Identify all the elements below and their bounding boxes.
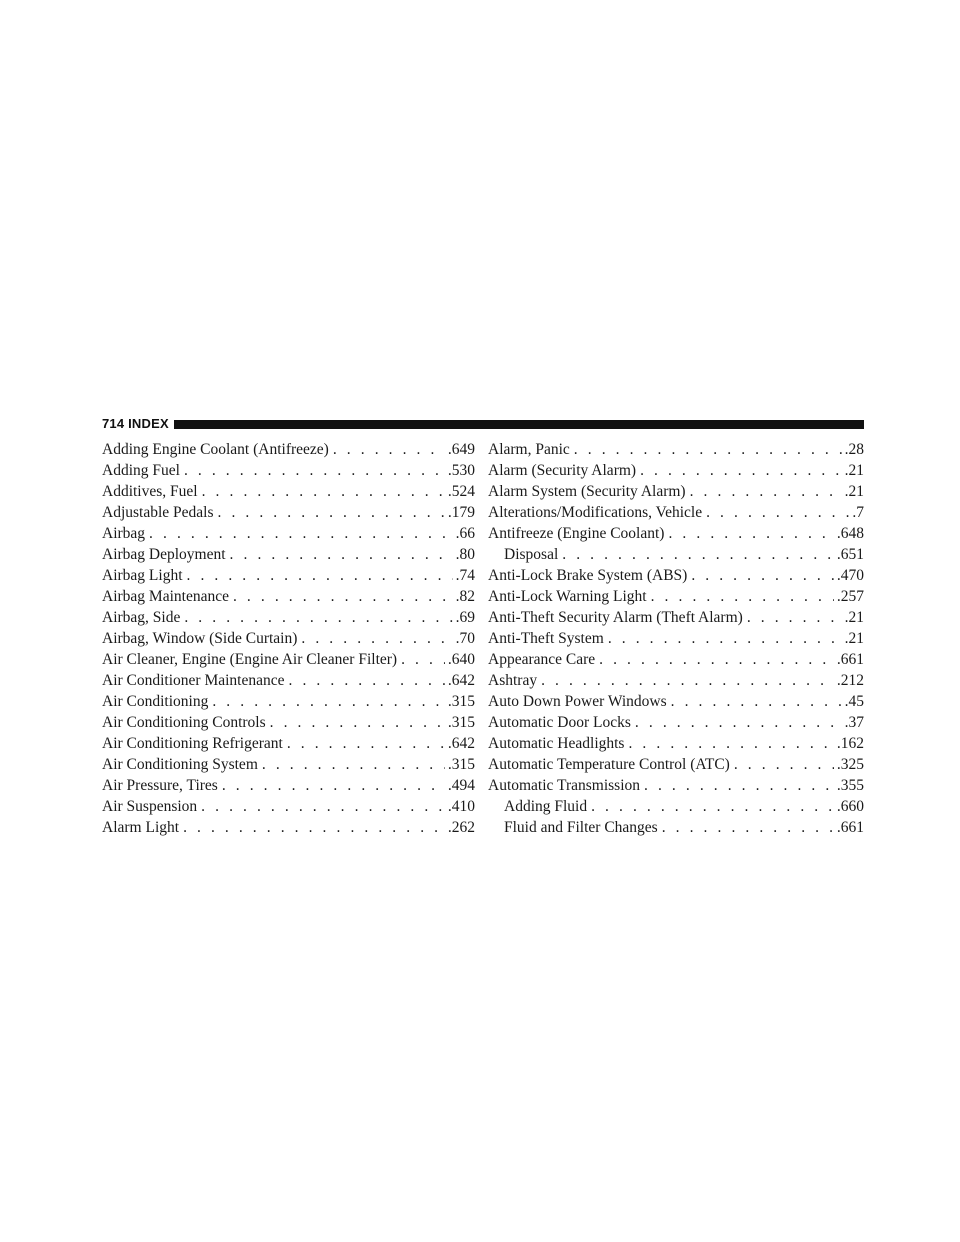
index-term: Airbag: [102, 525, 146, 542]
dot-leader: [668, 523, 833, 544]
index-term: Antifreeze (Engine Coolant): [488, 525, 665, 542]
dot-leader: [222, 775, 445, 796]
page-reference: .21: [844, 630, 864, 647]
page-reference: .21: [844, 483, 864, 500]
page-reference: .661: [836, 819, 864, 836]
dot-leader: [640, 460, 842, 481]
page-reference: .66: [455, 525, 475, 542]
page-reference: .70: [455, 630, 475, 647]
dot-leader: [218, 502, 445, 523]
page-reference: .640: [447, 651, 475, 668]
page-reference: .642: [447, 735, 475, 752]
index-term: Airbag Maintenance: [102, 588, 229, 605]
index-entry: [102, 481, 475, 502]
index-entry: [102, 460, 475, 481]
page-reference: .45: [844, 693, 864, 710]
index-entry: [488, 586, 864, 607]
dot-leader: [747, 607, 842, 628]
page-reference: .315: [447, 714, 475, 731]
index-term: Adjustable Pedals: [102, 504, 214, 521]
page-reference: .179: [447, 504, 475, 521]
index-subentry: [488, 544, 864, 565]
page-reference: .325: [836, 756, 864, 773]
dot-leader: [230, 544, 453, 565]
dot-leader: [706, 502, 849, 523]
dot-leader: [608, 628, 842, 649]
index-entry: [102, 628, 475, 649]
page-reference: .410: [447, 798, 475, 815]
index-entry: [488, 523, 864, 544]
dot-leader: [270, 712, 445, 733]
page-reference: .262: [447, 819, 475, 836]
page-reference: .69: [455, 609, 475, 626]
index-entry: [488, 754, 864, 775]
dot-leader: [651, 586, 834, 607]
index-entry: [488, 691, 864, 712]
index-term: Automatic Headlights: [488, 735, 625, 752]
index-entry: [102, 733, 475, 754]
index-term: Adding Engine Coolant (Antifreeze): [102, 441, 329, 458]
index-term: Alarm Light: [102, 819, 180, 836]
index-term: Airbag, Side: [102, 609, 181, 626]
page-reference: .494: [447, 777, 475, 794]
page-reference: .648: [836, 525, 864, 542]
dot-leader: [149, 523, 453, 544]
index-entry: [488, 460, 864, 481]
dot-leader: [287, 733, 445, 754]
page-reference: .80: [455, 546, 475, 563]
index-entry: [488, 712, 864, 733]
index-entry: [102, 691, 475, 712]
dot-leader: [233, 586, 453, 607]
index-term: Auto Down Power Windows: [488, 693, 667, 710]
index-term: Air Suspension: [102, 798, 198, 815]
dot-leader: [262, 754, 445, 775]
dot-leader: [628, 733, 833, 754]
dot-leader: [662, 817, 834, 838]
dot-leader: [599, 649, 834, 670]
index-entry: [488, 733, 864, 754]
index-term: Automatic Temperature Control (ATC): [488, 756, 730, 773]
index-column-left: [102, 439, 475, 838]
index-term: Appearance Care: [488, 651, 596, 668]
index-entry: [102, 670, 475, 691]
index-entry: [102, 523, 475, 544]
page-reference: .315: [447, 693, 475, 710]
page-reference: .82: [455, 588, 475, 605]
section-title: INDEX: [128, 416, 169, 431]
page-reference: .524: [447, 483, 475, 500]
page-reference: .257: [836, 588, 864, 605]
index-term: Ashtray: [488, 672, 538, 689]
index-term: Alarm System (Security Alarm): [488, 483, 686, 500]
index-term: Alarm, Panic: [488, 441, 570, 458]
page-reference: .21: [844, 462, 864, 479]
dot-leader: [212, 691, 445, 712]
page-number-label: [102, 417, 169, 431]
dot-leader: [401, 649, 445, 670]
index-term: Disposal: [504, 546, 559, 563]
dot-leader: [574, 439, 842, 460]
index-entry: [488, 670, 864, 691]
page-reference: .661: [836, 651, 864, 668]
index-entry: [488, 649, 864, 670]
index-term: Fluid and Filter Changes: [504, 819, 658, 836]
dot-leader: [289, 670, 445, 691]
dot-leader: [644, 775, 834, 796]
header-rule: [174, 420, 864, 429]
page-header: [102, 417, 864, 431]
page-reference: .21: [844, 609, 864, 626]
dot-leader: [635, 712, 842, 733]
index-term: Anti-Lock Brake System (ABS): [488, 567, 688, 584]
index-term: Automatic Transmission: [488, 777, 641, 794]
index-entry: [102, 775, 475, 796]
page-reference: .530: [447, 462, 475, 479]
index-entry: [102, 439, 475, 460]
index-term: Air Conditioning System: [102, 756, 258, 773]
page-reference: .212: [836, 672, 864, 689]
dot-leader: [562, 544, 834, 565]
page-reference: .162: [836, 735, 864, 752]
index-term: Air Conditioning Controls: [102, 714, 266, 731]
index-term: Air Conditioning Refrigerant: [102, 735, 283, 752]
index-term: Airbag Light: [102, 567, 183, 584]
index-entry: [488, 628, 864, 649]
page-reference: .355: [836, 777, 864, 794]
index-term: Additives, Fuel: [102, 483, 198, 500]
index-entry: [488, 607, 864, 628]
page-reference: .470: [836, 567, 864, 584]
dot-leader: [202, 481, 445, 502]
page-reference: .649: [447, 441, 475, 458]
index-entry: [102, 817, 475, 838]
index-term: Adding Fuel: [102, 462, 180, 479]
index-term: Airbag, Window (Side Curtain): [102, 630, 298, 647]
dot-leader: [691, 565, 834, 586]
dot-leader: [187, 565, 453, 586]
page-number: 714: [102, 416, 125, 431]
dot-leader: [671, 691, 842, 712]
index-term: Anti-Theft System: [488, 630, 604, 647]
dot-leader: [734, 754, 834, 775]
dot-leader: [301, 628, 452, 649]
dot-leader: [201, 796, 445, 817]
dot-leader: [333, 439, 445, 460]
index-entry: [102, 586, 475, 607]
index-term: Automatic Door Locks: [488, 714, 631, 731]
index-entry: [488, 481, 864, 502]
index-term: Air Cleaner, Engine (Engine Air Cleaner Filter): [102, 651, 398, 668]
page-reference: .315: [447, 756, 475, 773]
index-entry: [488, 439, 864, 460]
index-term: Air Conditioner Maintenance: [102, 672, 285, 689]
index-entry: [102, 544, 475, 565]
page-reference: .37: [844, 714, 864, 731]
dot-leader: [541, 670, 834, 691]
index-term: Air Pressure, Tires: [102, 777, 218, 794]
dot-leader: [183, 817, 445, 838]
index-entry: [102, 607, 475, 628]
page-reference: .74: [455, 567, 475, 584]
page-reference: .642: [447, 672, 475, 689]
dot-leader: [184, 607, 452, 628]
index-entry: [102, 565, 475, 586]
index-subentry: [488, 817, 864, 838]
index-column-right: [488, 439, 864, 838]
index-term: Air Conditioning: [102, 693, 209, 710]
page-reference: .7: [852, 504, 864, 521]
index-term: Alterations/Modifications, Vehicle: [488, 504, 703, 521]
index-term: Anti-Theft Security Alarm (Theft Alarm): [488, 609, 743, 626]
index-term: Anti-Lock Warning Light: [488, 588, 647, 605]
index-term: Airbag Deployment: [102, 546, 226, 563]
index-term: Alarm (Security Alarm): [488, 462, 637, 479]
index-subentry: [488, 796, 864, 817]
index-term: Adding Fluid: [504, 798, 588, 815]
page-reference: .651: [836, 546, 864, 563]
index-entry: [102, 754, 475, 775]
index-entry: [488, 565, 864, 586]
page-reference: .660: [836, 798, 864, 815]
dot-leader: [184, 460, 445, 481]
index-entry: [488, 502, 864, 523]
index-entry: [102, 796, 475, 817]
dot-leader: [591, 796, 834, 817]
index-entry: [102, 712, 475, 733]
index-entry: [488, 775, 864, 796]
index-entry: [102, 649, 475, 670]
index-entry: [102, 502, 475, 523]
dot-leader: [690, 481, 842, 502]
page-reference: .28: [844, 441, 864, 458]
